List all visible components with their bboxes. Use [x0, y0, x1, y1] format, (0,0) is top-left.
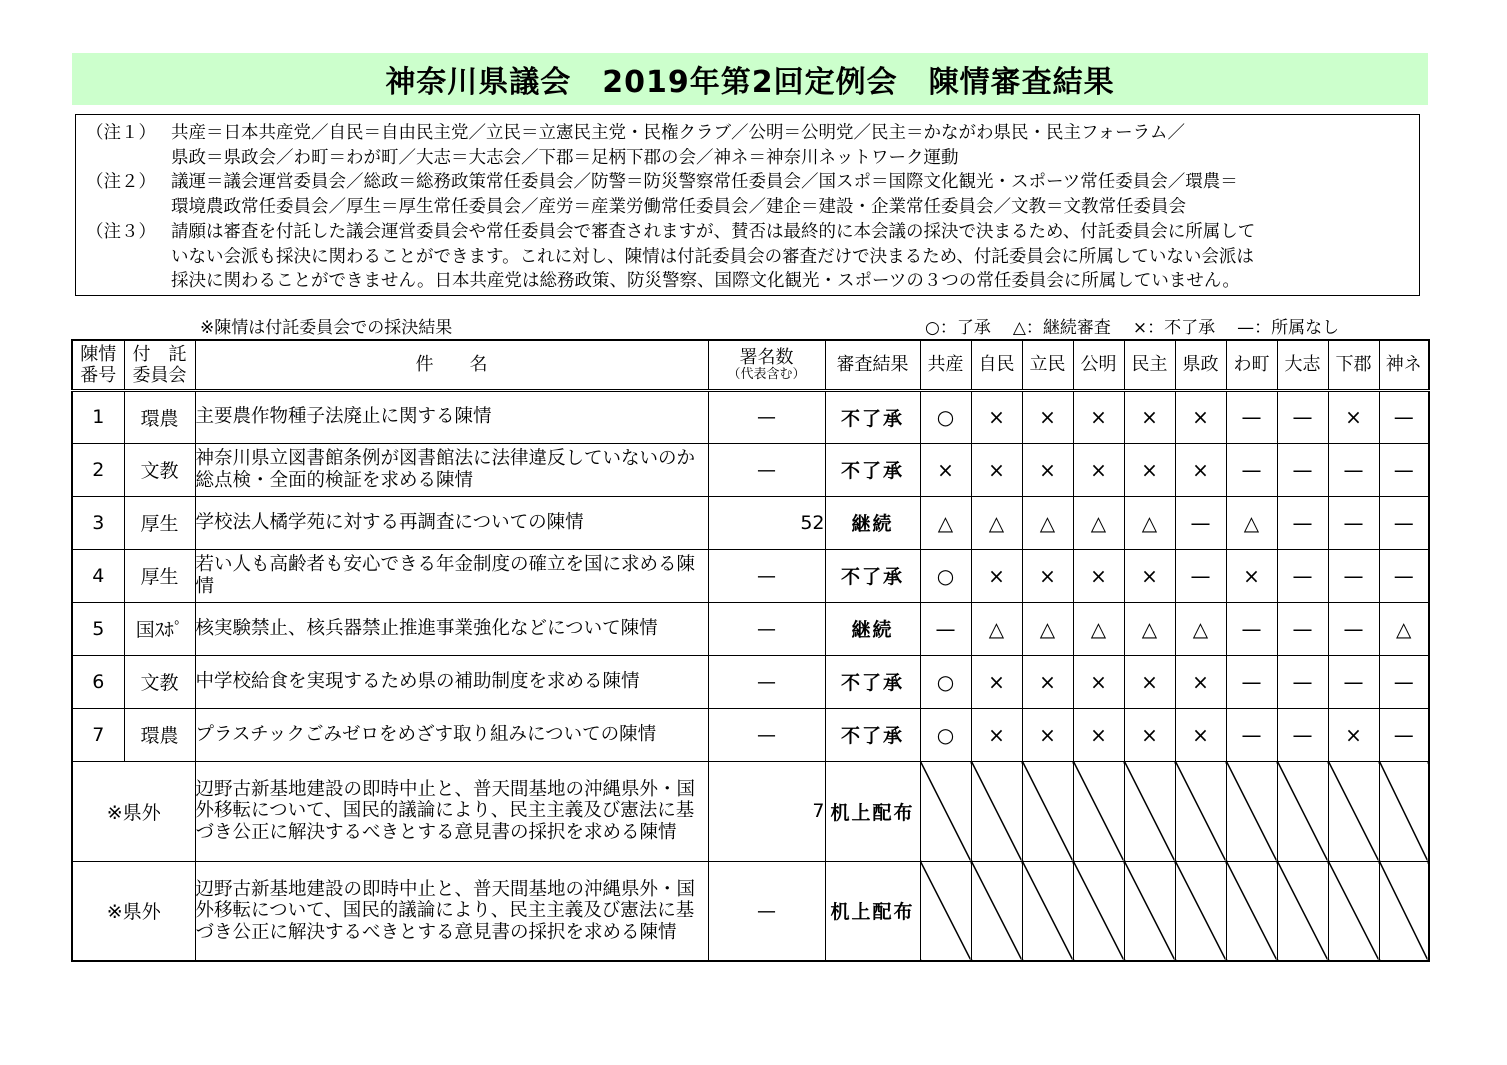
vote: — — [1226, 390, 1277, 443]
note-line: 請願は審査を付託した議会運営委員会や常任委員会で審査されますが、賛否は最終的に本会議の採決で決まるため、付託委員会に所属して — [171, 221, 1256, 242]
header-result: 審査結果 — [825, 340, 920, 390]
committee: 環農 — [124, 708, 195, 761]
vote: — — [1277, 390, 1328, 443]
note-line: 議運＝議会運営委員会／総政＝総務政策常任委員会／防警＝防災警察常任委員会／国スポ＝国際文化観光・スポーツ常任委員会／環農＝ — [171, 172, 1238, 193]
vote: × — [1328, 390, 1379, 443]
vote: ○ — [920, 549, 971, 602]
vote: × — [971, 390, 1022, 443]
subject: 神奈川県立図書館条例が図書館法に法律違反していないのか総点検・全面的検証を求める陳情 — [195, 443, 708, 496]
result: 不了承 — [825, 390, 920, 443]
vote: — — [1277, 496, 1328, 549]
title-bar — [72, 53, 1428, 105]
vote: × — [1328, 708, 1379, 761]
vote: — — [1328, 549, 1379, 602]
petition-no: 1 — [72, 390, 124, 443]
header-party: 立民 — [1022, 340, 1073, 390]
header-party: 大志 — [1277, 340, 1328, 390]
legend-approve: ○：了承 — [925, 318, 991, 338]
signatures: — — [708, 443, 825, 496]
vote: ○ — [920, 655, 971, 708]
vote: △ — [1379, 602, 1429, 655]
vote: — — [1328, 602, 1379, 655]
vote: △ — [1124, 496, 1175, 549]
legend-continue: △：継続審査 — [1012, 318, 1111, 338]
note-label: （注３） — [86, 221, 156, 242]
vote: × — [1124, 655, 1175, 708]
legend-none: —：所属なし — [1237, 318, 1340, 338]
outside-label: ※県外 — [72, 861, 195, 961]
signatures: 7 — [708, 761, 825, 861]
not-applicable-cell — [1277, 761, 1328, 861]
vote: — — [1226, 708, 1277, 761]
not-applicable-cell — [1328, 861, 1379, 961]
committee: 環農 — [124, 390, 195, 443]
vote: ○ — [920, 708, 971, 761]
note-line: いない会派も採決に関わることができます。これに対し、陳情は付託委員会の審査だけで決まるため、付託委員会に所属していない会派は — [171, 246, 1254, 267]
not-applicable-cell — [1124, 861, 1175, 961]
note-3 — [86, 220, 1419, 294]
results-table — [71, 339, 1430, 962]
vote: △ — [971, 496, 1022, 549]
vote: — — [1379, 443, 1429, 496]
note-2 — [86, 170, 1419, 219]
not-applicable-cell — [1022, 861, 1073, 961]
vote: — — [1277, 708, 1328, 761]
not-applicable-cell — [1175, 861, 1226, 961]
vote: — — [1175, 496, 1226, 549]
vote: — — [1226, 602, 1277, 655]
header-party: 共産 — [920, 340, 971, 390]
note-line: 採決に関わることができません。日本共産党は総務政策、防災警察、国際文化観光・スポーツの３つの常任委員会に所属していません。 — [171, 271, 1240, 292]
signatures: 52 — [708, 496, 825, 549]
result: 不了承 — [825, 708, 920, 761]
petition-no: 2 — [72, 443, 124, 496]
petition-no: 4 — [72, 549, 124, 602]
vote: × — [920, 443, 971, 496]
signatures: — — [708, 708, 825, 761]
not-applicable-cell — [1328, 761, 1379, 861]
vote: × — [1124, 443, 1175, 496]
vote: — — [1379, 655, 1429, 708]
not-applicable-cell — [1379, 861, 1429, 961]
vote: × — [1022, 655, 1073, 708]
vote: — — [1379, 708, 1429, 761]
note-line: 県政＝県政会／わ町＝わが町／大志＝大志会／下郡＝足柄下郡の会／神ネ＝神奈川ネットワーク運動 — [171, 147, 959, 168]
vote: — — [1328, 655, 1379, 708]
not-applicable-cell — [1022, 761, 1073, 861]
vote: — — [1226, 655, 1277, 708]
table-row-outside — [72, 761, 1429, 861]
header-party: 神ネ — [1379, 340, 1429, 390]
result: 机上配布 — [825, 861, 920, 961]
vote: △ — [1073, 496, 1124, 549]
not-applicable-cell — [1073, 861, 1124, 961]
table-row — [72, 496, 1429, 549]
signatures: — — [708, 549, 825, 602]
vote: × — [1073, 708, 1124, 761]
footnote: ※陳情は付託委員会での採決結果 — [200, 318, 453, 338]
vote: — — [1277, 443, 1328, 496]
header-row — [72, 340, 1429, 390]
subject: 主要農作物種子法廃止に関する陳情 — [195, 390, 708, 443]
table-row — [72, 708, 1429, 761]
vote: × — [971, 708, 1022, 761]
result: 不了承 — [825, 443, 920, 496]
vote: × — [971, 549, 1022, 602]
table-row — [72, 602, 1429, 655]
vote: — — [1277, 655, 1328, 708]
subject: 中学校給食を実現するため県の補助制度を求める陳情 — [195, 655, 708, 708]
vote: × — [1124, 549, 1175, 602]
header-party: 自民 — [971, 340, 1022, 390]
vote: × — [1073, 390, 1124, 443]
table-row-outside — [72, 861, 1429, 961]
petition-no: 6 — [72, 655, 124, 708]
vote: △ — [1226, 496, 1277, 549]
vote: × — [971, 443, 1022, 496]
not-applicable-cell — [920, 861, 971, 961]
vote: × — [1175, 708, 1226, 761]
vote: × — [1175, 443, 1226, 496]
subject: 辺野古新基地建設の即時中止と、普天間基地の沖縄県外・国外移転について、国民的議論により、民主主義及び憲法に基づき公正に解決するべきとする意見書の採択を求める陳情 — [195, 861, 708, 961]
vote: — — [1328, 496, 1379, 549]
outside-label: ※県外 — [72, 761, 195, 861]
petition-no: 7 — [72, 708, 124, 761]
table-row — [72, 549, 1429, 602]
vote: ○ — [920, 390, 971, 443]
header-subject: 件 名 — [195, 340, 708, 390]
result: 机上配布 — [825, 761, 920, 861]
not-applicable-cell — [971, 761, 1022, 861]
vote: — — [1379, 496, 1429, 549]
vote: — — [1277, 549, 1328, 602]
legend — [925, 317, 1339, 339]
subject: 核実験禁止、核兵器禁止推進事業強化などについて陳情 — [195, 602, 708, 655]
header-party: 下郡 — [1328, 340, 1379, 390]
vote: × — [1175, 390, 1226, 443]
committee: 厚生 — [124, 549, 195, 602]
vote: — — [1328, 443, 1379, 496]
not-applicable-cell — [1175, 761, 1226, 861]
subject: 学校法人橘学苑に対する再調査についての陳情 — [195, 496, 708, 549]
header-party: わ町 — [1226, 340, 1277, 390]
vote: △ — [1124, 602, 1175, 655]
subject: プラスチックごみゼロをめざす取り組みについての陳情 — [195, 708, 708, 761]
vote: × — [1175, 655, 1226, 708]
result: 継続 — [825, 496, 920, 549]
committee: 文教 — [124, 655, 195, 708]
committee: 国ｽﾎﾟ — [124, 602, 195, 655]
not-applicable-cell — [1226, 861, 1277, 961]
vote: △ — [971, 602, 1022, 655]
note-line: 環境農政常任委員会／厚生＝厚生常任委員会／産労＝産業労働常任委員会／建企＝建設・企業常任委員会／文教＝文教常任委員会 — [171, 197, 1186, 218]
signatures: — — [708, 602, 825, 655]
legend-reject: ×：不了承 — [1132, 318, 1216, 338]
vote: △ — [1175, 602, 1226, 655]
vote: × — [1124, 708, 1175, 761]
not-applicable-cell — [971, 861, 1022, 961]
header-party: 県政 — [1175, 340, 1226, 390]
vote: × — [971, 655, 1022, 708]
table-row — [72, 443, 1429, 496]
vote: △ — [1073, 602, 1124, 655]
vote: — — [920, 602, 971, 655]
signatures: — — [708, 655, 825, 708]
header-no: 陳情 番号 — [72, 340, 124, 390]
signatures: — — [708, 861, 825, 961]
header-committee: 付 託 委員会 — [124, 340, 195, 390]
notes-box — [75, 114, 1420, 296]
table-row — [72, 655, 1429, 708]
result: 継続 — [825, 602, 920, 655]
note-line: 共産＝日本共産党／自民＝自由民主党／立民＝立憲民主党・民権クラブ／公明＝公明党／民主＝かながわ県民・民主フォーラム／ — [171, 123, 1185, 143]
vote: — — [1277, 602, 1328, 655]
vote: × — [1073, 655, 1124, 708]
vote: — — [1379, 390, 1429, 443]
vote: — — [1175, 549, 1226, 602]
not-applicable-cell — [1379, 761, 1429, 861]
not-applicable-cell — [1073, 761, 1124, 861]
vote: × — [1022, 549, 1073, 602]
header-party: 民主 — [1124, 340, 1175, 390]
petition-no: 3 — [72, 496, 124, 549]
vote: △ — [920, 496, 971, 549]
vote: × — [1073, 549, 1124, 602]
page-title: 神奈川県議会 2019年第2回定例会 陳情審査結果 — [385, 65, 1115, 100]
note-label: （注１） — [86, 123, 156, 143]
vote: × — [1022, 443, 1073, 496]
vote: × — [1022, 708, 1073, 761]
vote: × — [1022, 390, 1073, 443]
table-row — [72, 390, 1429, 443]
committee: 厚生 — [124, 496, 195, 549]
subject: 辺野古新基地建設の即時中止と、普天間基地の沖縄県外・国外移転について、国民的議論により、民主主義及び憲法に基づき公正に解決するべきとする意見書の採択を求める陳情 — [195, 761, 708, 861]
result: 不了承 — [825, 655, 920, 708]
vote: × — [1226, 549, 1277, 602]
signatures: — — [708, 390, 825, 443]
header-signatures: 署名数 （代表含む） — [708, 340, 825, 390]
vote: × — [1124, 390, 1175, 443]
committee: 文教 — [124, 443, 195, 496]
not-applicable-cell — [920, 761, 971, 861]
note-label: （注２） — [86, 172, 156, 193]
subject: 若い人も高齢者も安心できる年金制度の確立を国に求める陳情 — [195, 549, 708, 602]
not-applicable-cell — [1226, 761, 1277, 861]
vote: △ — [1022, 496, 1073, 549]
not-applicable-cell — [1124, 761, 1175, 861]
header-party: 公明 — [1073, 340, 1124, 390]
vote: △ — [1022, 602, 1073, 655]
vote: × — [1073, 443, 1124, 496]
vote: — — [1379, 549, 1429, 602]
vote: — — [1226, 443, 1277, 496]
petition-no: 5 — [72, 602, 124, 655]
note-1 — [86, 121, 1419, 170]
not-applicable-cell — [1277, 861, 1328, 961]
result: 不了承 — [825, 549, 920, 602]
